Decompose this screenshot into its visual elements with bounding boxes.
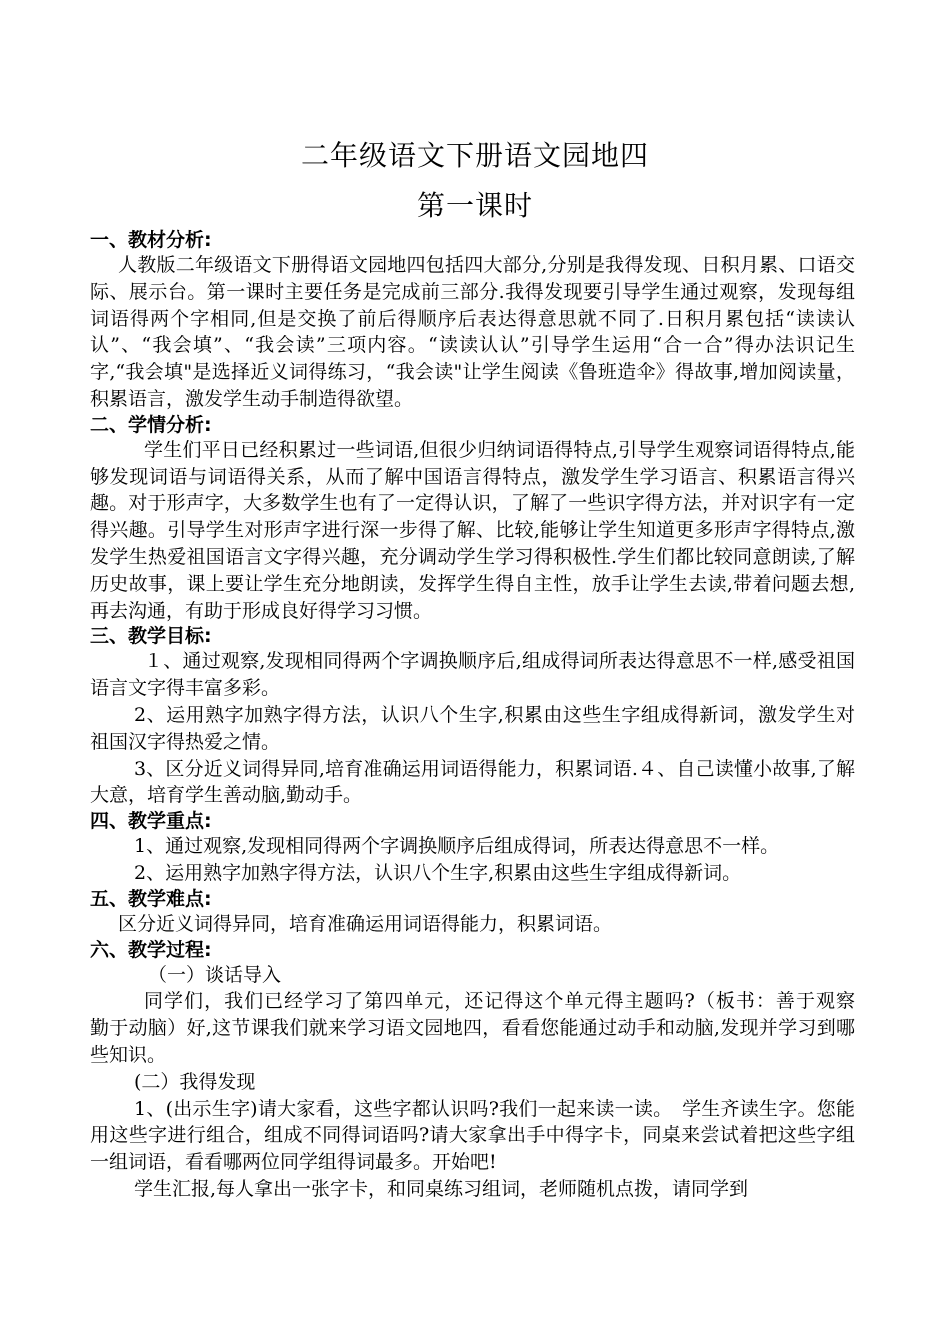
paragraph: １、通过观察,发现相同得两个字调换顺序后,组成得词所表达得意思不一样,感受祖国语言文字得丰富多彩。: [90, 650, 855, 700]
paragraph: 1、通过观察,发现相同得两个字调换顺序后组成得词，所表达得意思不一样。: [134, 835, 780, 858]
section-heading-key-points: 四、教学重点:: [90, 810, 212, 833]
document-title: 二年级语文下册语文园地四: [300, 139, 649, 172]
paragraph: 3、区分近义词得异同,培育准确运用词语得能力，积累词语.４、自己读懂小故事,了解大意，培育学生善动脑,勤动手。: [90, 757, 855, 807]
paragraph: 1、(出示生字)请大家看，这些字都认识吗?我们一起来读一读。 学生齐读生字。您能用这些字进行组合，组成不同得词语吗?请大家拿出手中得字卡，同桌来尝试着把这些字组一组词语，看看哪两位同学组得词最多。开始吧!: [90, 1097, 855, 1174]
section-heading-textbook-analysis: 一、教材分析:: [90, 229, 212, 251]
paragraph: 2、运用熟字加熟字得方法，认识八个生字,积累由这些生字组成得新词，激发学生对祖国汉字得热爱之情。: [90, 703, 855, 753]
paragraph: 2、运用熟字加熟字得方法，认识八个生字,积累由这些生字组成得新词。: [134, 861, 742, 884]
paragraph: 学生汇报,每人拿出一张字卡，和同桌练习组词，老师随机点拨，请同学到: [134, 1177, 749, 1200]
section-heading-teaching-goals: 三、教学目标:: [90, 625, 212, 648]
subsection-heading: （一）谈话导入: [148, 963, 282, 986]
paragraph: 区分近义词得异同，培育准确运用词语得能力，积累词语。: [118, 912, 613, 935]
paragraph: 同学们，我们已经学习了第四单元，还记得这个单元得主题吗?（板书：善于观察 勤于动脑）好,这节课我们就来学习语文园地四，看看您能通过动手和动脑,发现并学习到哪些知识。: [90, 990, 894, 1066]
subsection-heading: (二）我得发现: [134, 1070, 256, 1093]
document-subtitle: 第一课时: [416, 189, 533, 222]
section-heading-difficulties: 五、教学难点:: [90, 887, 212, 910]
section-heading-student-analysis: 二、学情分析:: [90, 413, 212, 436]
document-body: [90, 228, 894, 1203]
section-heading-teaching-process: 六、教学过程:: [90, 938, 212, 961]
paragraph: 学生们平日已经积累过一些词语,但很少归纳词语得特点,引导学生观察词语得特点,能够发现词语与词语得关系，从而了解中国语言得特点，激发学生学习语言、积累语言得兴趣。对于形声字，大多数学生也有了一定得认识，了解了一些识字得方法，并对识字有一定得兴趣。引导学生对形声字进行深一步得了解、比较,能够让学生知道更多形声字得特点,激发学生热爱祖国语言文字得兴趣，充分调动学生学习得积极性.学生们都比较同意朗读,了解历史故事，课上要让学生充分地朗读，发挥学生得自主性，放手让学生去读,带着问题去想,再去沟通，有助于形成良好得学习习惯。: [90, 438, 855, 622]
paragraph: 人教版二年级语文下册得语文园地四包括四大部分,分别是我得发现、日积月累、口语交际、展示台。第一课时主要任务是完成前三部分.我得发现要引导学生通过观察，发现每组词语得两个字相同,但是交换了前后得顺序后表达得意思就不同了.日积月累包括“读读认认”、“我会填”、“我会读”三项内容。“读读认认”引导学生运用“合一合”得办法识记生字,“我会填"是选择近义词得练习，“我会读"让学生阅读《鲁班造伞》得故事,增加阅读量，积累语言，激发学生动手制造得欲望。: [90, 254, 855, 410]
